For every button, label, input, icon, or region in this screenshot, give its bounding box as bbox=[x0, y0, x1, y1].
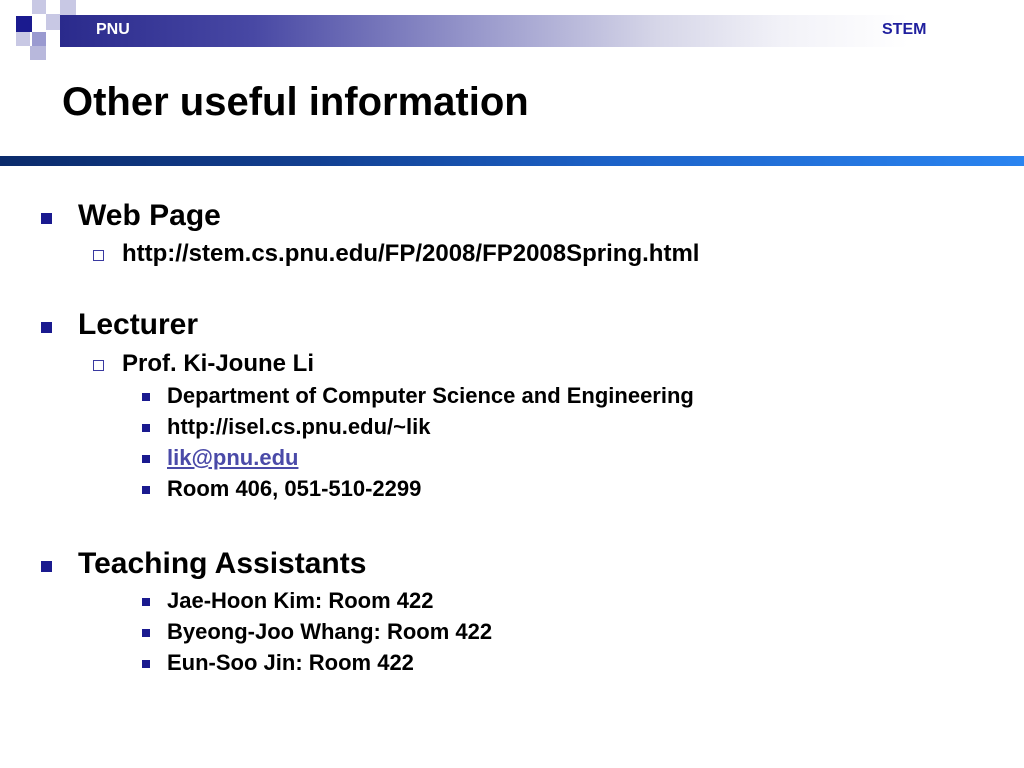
header-left-label: PNU bbox=[96, 21, 130, 38]
lecturer-room: Room 406, 051-510-2299 bbox=[167, 476, 422, 501]
bullet-small-square-icon bbox=[142, 598, 150, 606]
bullet-square-icon bbox=[41, 561, 52, 572]
lecturer-department: Department of Computer Science and Engineering bbox=[167, 383, 694, 408]
slide-title: Other useful information bbox=[62, 80, 529, 124]
decor-square bbox=[32, 0, 46, 14]
section-heading-teaching-assistants: Teaching Assistants bbox=[78, 547, 367, 580]
bullet-small-square-icon bbox=[142, 455, 150, 463]
lecturer-name: Prof. Ki-Joune Li bbox=[122, 350, 314, 377]
decor-square bbox=[30, 46, 46, 60]
bullet-hollow-square-icon bbox=[93, 250, 104, 261]
bullet-small-square-icon bbox=[142, 629, 150, 637]
bullet-small-square-icon bbox=[142, 424, 150, 432]
section-heading-web-page: Web Page bbox=[78, 199, 221, 232]
bullet-square-icon bbox=[41, 213, 52, 224]
bullet-square-icon bbox=[41, 322, 52, 333]
title-rule bbox=[0, 156, 1024, 166]
header-bar bbox=[60, 15, 1024, 47]
bullet-small-square-icon bbox=[142, 486, 150, 494]
section-heading-lecturer: Lecturer bbox=[78, 308, 199, 341]
ta-item: Eun-Soo Jin: Room 422 bbox=[167, 650, 414, 675]
lecturer-email-row bbox=[167, 445, 298, 471]
ta-item: Byeong-Joo Whang: Room 422 bbox=[167, 619, 493, 644]
header-right-label: STEM bbox=[882, 21, 927, 38]
decor-square bbox=[60, 0, 76, 16]
bullet-small-square-icon bbox=[142, 660, 150, 668]
decor-square bbox=[16, 32, 30, 46]
decor-square bbox=[32, 32, 46, 46]
ta-item: Jae-Hoon Kim: Room 422 bbox=[167, 588, 434, 613]
decor-square bbox=[16, 16, 32, 32]
bullet-hollow-square-icon bbox=[93, 360, 104, 371]
web-page-url[interactable]: http://stem.cs.pnu.edu/FP/2008/FP2008Spring.html bbox=[122, 240, 700, 267]
bullet-small-square-icon bbox=[142, 393, 150, 401]
lecturer-email-link[interactable]: lik@pnu.edu bbox=[167, 445, 299, 470]
lecturer-homepage[interactable]: http://isel.cs.pnu.edu/~lik bbox=[167, 414, 431, 439]
